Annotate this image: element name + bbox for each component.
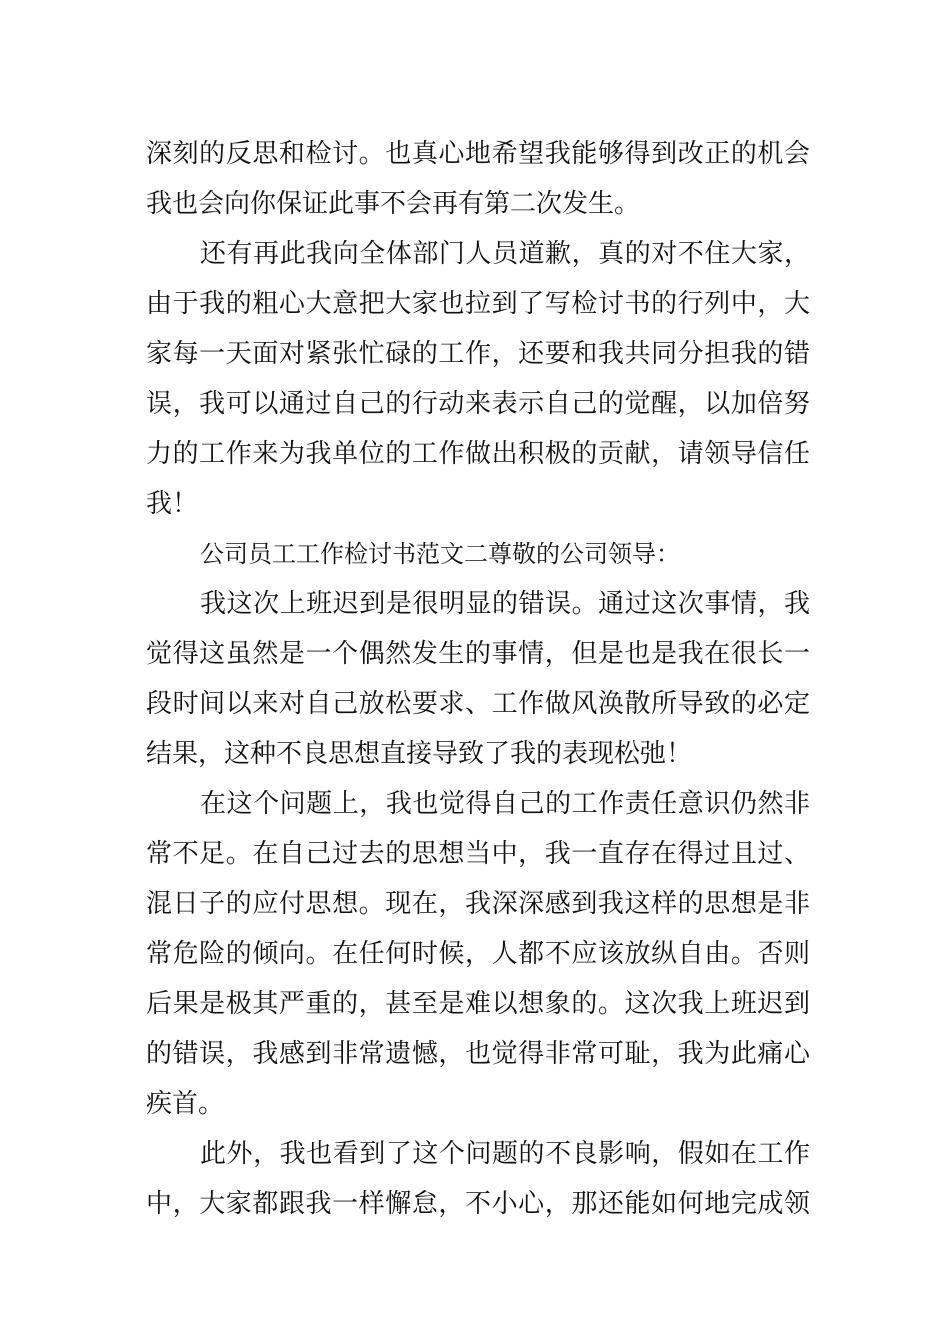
text-line: 常不足。在自己过去的思想当中，我一直存在得过且过、 (146, 839, 810, 869)
text-line: 结果，这种不良思想直接导致了我的表现松弛！ (146, 739, 693, 769)
text-line: 在这个问题上，我也觉得自己的工作责任意识仍然非 (200, 789, 810, 819)
text-line: 家每一天面对紧张忙碌的工作，还要和我共同分担我的错 (146, 339, 810, 369)
text-line: 觉得这虽然是一个偶然发生的事情，但是也是我在很长一 (146, 639, 810, 669)
text-line: 由于我的粗心大意把大家也拉到了写检讨书的行列中，大 (146, 289, 810, 319)
text-line: 我这次上班迟到是很明显的错误。通过这次事情，我 (200, 589, 810, 619)
text-line: 常危险的倾向。在任何时候，人都不应该放纵自由。否则 (146, 939, 810, 969)
text-line: 深刻的反思和检讨。也真心地希望我能够得到改正的机会 (146, 139, 810, 169)
text-line: 中，大家都跟我一样懈怠，不小心，那还能如何地完成领 (146, 1189, 810, 1219)
section-heading: 公司员工工作检讨书范文二尊敬的公司领导： (200, 540, 680, 568)
document-body (146, 129, 810, 1229)
text-line: 段时间以来对自己放松要求、工作做风涣散所导致的必定 (146, 689, 810, 719)
text-line: 此外，我也看到了这个问题的不良影响，假如在工作 (200, 1139, 810, 1169)
text-line: 后果是极其严重的，甚至是难以想象的。这次我上班迟到 (146, 989, 810, 1019)
text-line: 的错误，我感到非常遗憾，也觉得非常可耻，我为此痛心 (146, 1039, 810, 1069)
text-line: 还有再此我向全体部门人员道歉，真的对不住大家， (200, 239, 810, 269)
text-line: 我也会向你保证此事不会再有第二次发生。 (146, 189, 641, 219)
text-line: 力的工作来为我单位的工作做出积极的贡献，请领导信任 (146, 439, 810, 469)
text-line: 疾首。 (146, 1089, 225, 1119)
text-line: 我！ (146, 489, 199, 519)
text-line: 误，我可以通过自己的行动来表示自己的觉醒，以加倍努 (146, 389, 810, 419)
text-line: 混日子的应付思想。现在，我深深感到我这样的思想是非 (146, 889, 810, 919)
